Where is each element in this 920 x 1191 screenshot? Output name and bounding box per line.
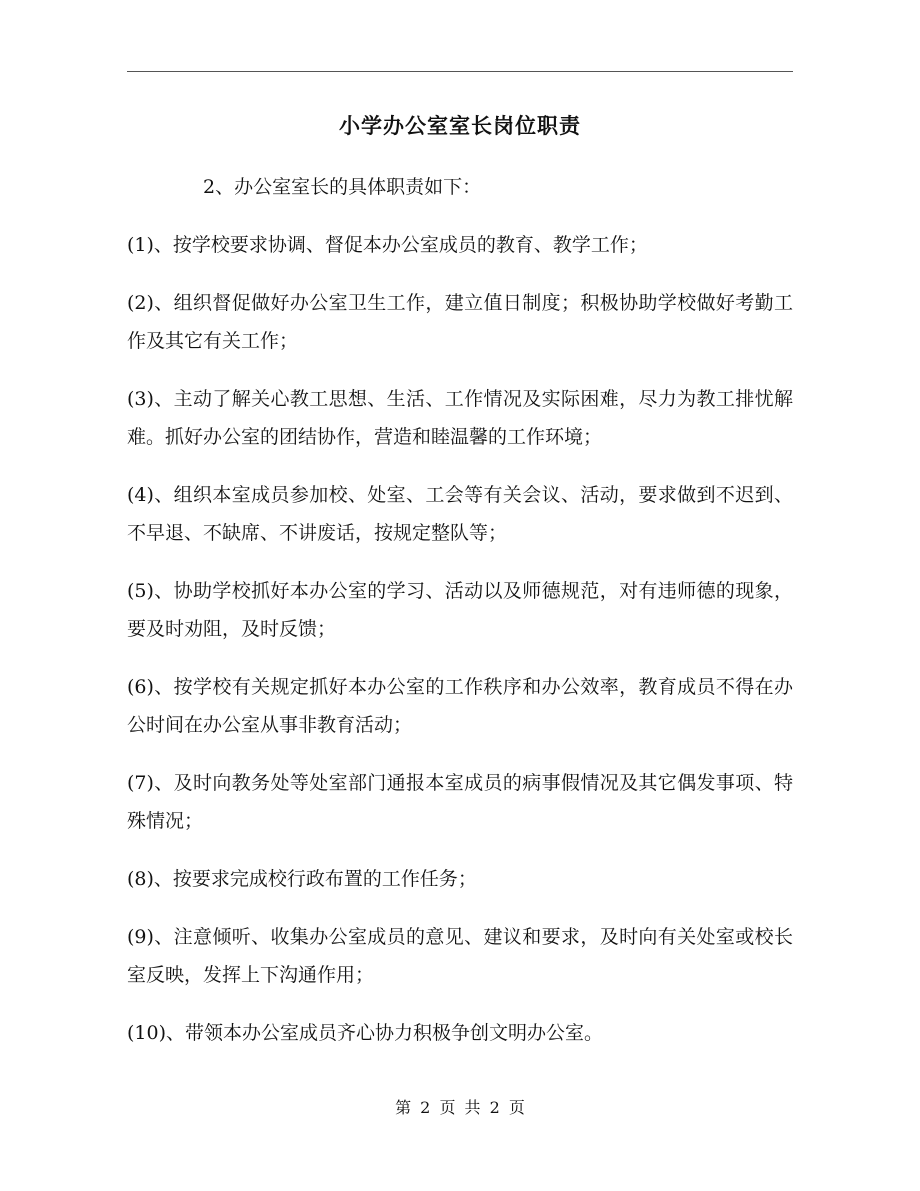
duty-item-2: (2)、组织督促做好办公室卫生工作，建立值日制度；积极协助学校做好考勤工作及其它有关工作； <box>127 292 793 352</box>
duty-item-6: (6)、按学校有关规定抓好本办公室的工作秩序和办公效率，教育成员不得在办公时间在办公室从事非教育活动； <box>127 676 793 736</box>
duty-item-5: (5)、协助学校抓好本办公室的学习、活动以及师德规范，对有违师德的现象，要及时劝阻，及时反馈； <box>127 580 793 640</box>
document-title: 小学办公室室长岗位职责 <box>339 113 581 138</box>
duty-item-1: (1)、按学校要求协调、督促本办公室成员的教育、教学工作； <box>127 234 648 256</box>
intro-paragraph: 2、办公室室长的具体职责如下： <box>203 176 482 198</box>
duty-item-7: (7)、及时向教务处等处室部门通报本室成员的病事假情况及其它偶发事项、特殊情况； <box>127 772 793 832</box>
duty-item-8: (8)、按要求完成校行政布置的工作任务； <box>127 868 477 890</box>
duty-item-3: (3)、主动了解关心教工思想、生活、工作情况及实际困难，尽力为教工排忧解难。抓好办公室的团结协作，营造和睦温馨的工作环境； <box>127 388 793 448</box>
document-body <box>127 168 793 1072</box>
duty-item-4: (4)、组织本室成员参加校、处室、工会等有关会议、活动，要求做到不迟到、不早退、不缺席、不讲废话，按规定整队等； <box>127 484 793 544</box>
header-rule <box>127 71 793 72</box>
page-number: 第 2 页 共 2 页 <box>395 1098 525 1117</box>
duty-item-10: (10)、带领本办公室成员齐心协力积极争创文明办公室。 <box>127 1022 604 1044</box>
duty-item-9: (9)、注意倾听、收集办公室成员的意见、建议和要求，及时向有关处室或校长室反映，发挥上下沟通作用； <box>127 926 793 986</box>
